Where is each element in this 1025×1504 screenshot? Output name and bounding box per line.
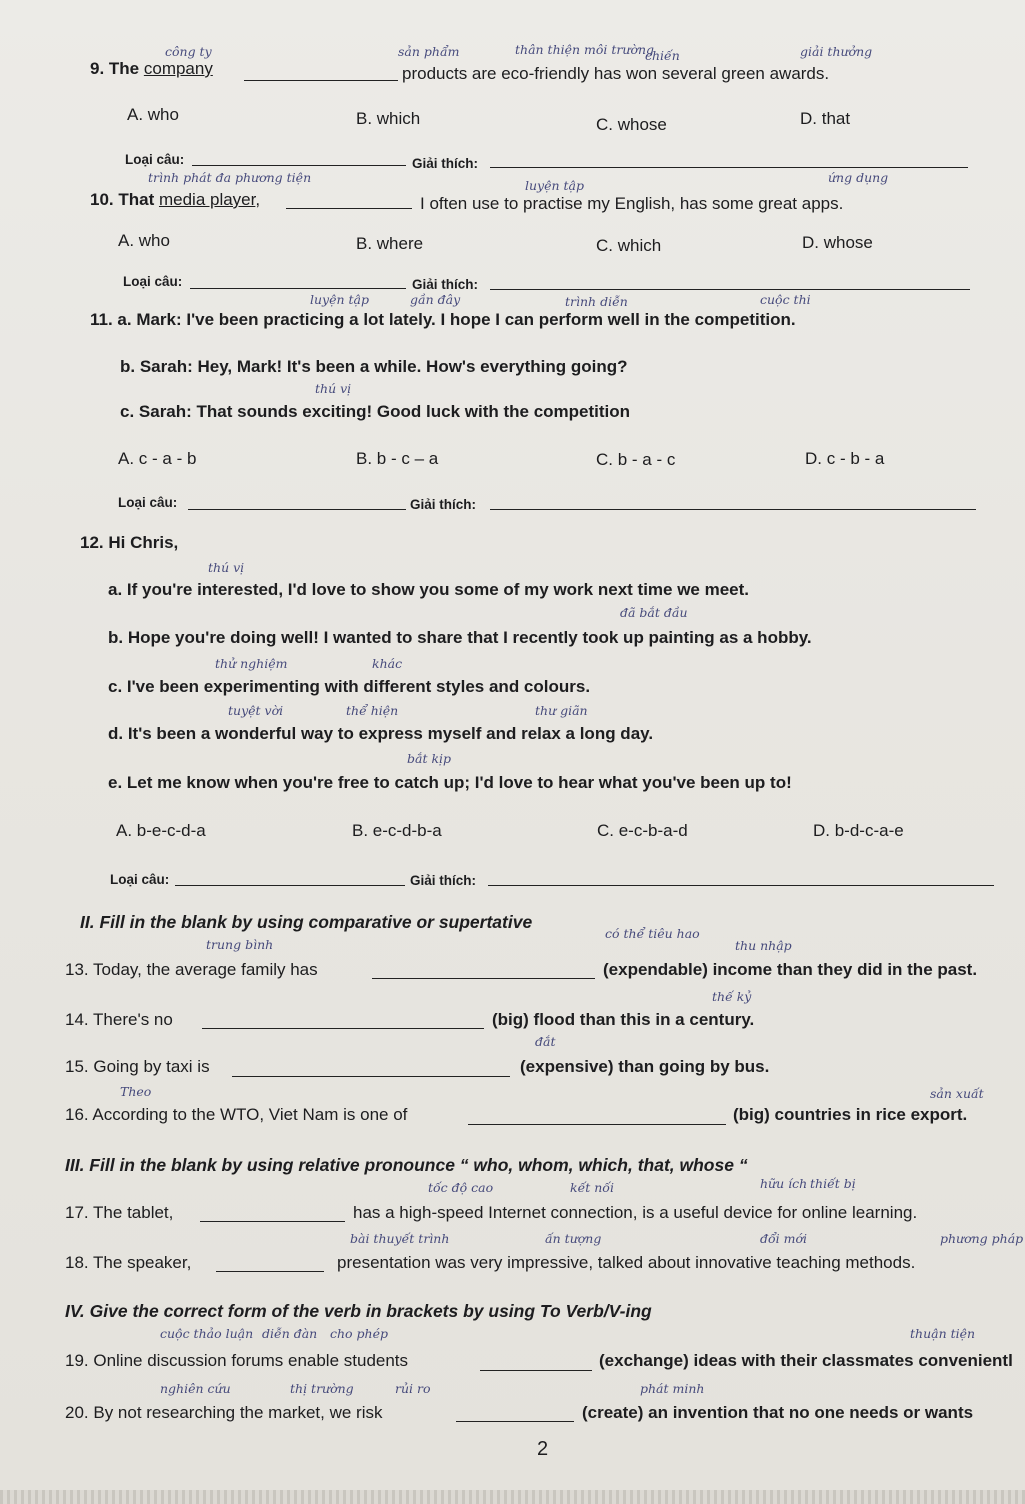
option-b[interactable]: B. where [356, 234, 424, 253]
q12-line-b: b. Hope you're doing well! I wanted to share that I recently took up painting as a hobby. [108, 628, 812, 647]
sentence-type-label: Loại câu: [118, 495, 178, 510]
explanation-blank[interactable] [490, 277, 970, 290]
handwritten-note: chiến [645, 48, 680, 63]
handwritten-note: khác [372, 656, 403, 671]
sentence-type-label: Loại câu: [110, 872, 170, 887]
option-d[interactable]: D. whose [802, 233, 873, 252]
handwritten-note: Theo [120, 1084, 152, 1099]
question-15: 15. Going by taxi is [65, 1057, 210, 1076]
explanation-label: Giải thích: [412, 277, 479, 292]
question-18: 18. The speaker, [65, 1253, 192, 1272]
handwritten-note: ứng dụng [828, 170, 889, 185]
option-b[interactable]: B. e-c-d-b-a [352, 821, 442, 840]
handwritten-note: bài thuyết trình [350, 1231, 450, 1246]
explanation-label: Giải thích: [412, 156, 479, 171]
handwritten-note: cuộc thảo luận [160, 1326, 254, 1341]
answer-blank[interactable] [244, 66, 398, 81]
handwritten-note: đắt [535, 1034, 556, 1049]
answer-blank[interactable] [456, 1407, 574, 1422]
handwritten-note: đã bắt đầu [620, 605, 688, 620]
handwritten-note: thuận tiện [910, 1326, 976, 1341]
handwritten-note: luyện tập [525, 178, 585, 193]
q12-line-e: e. Let me know when you're free to catch up; I'd love to hear what you've been up to! [108, 773, 792, 792]
question-9-stem: products are eco-friendly has won several green awards. [402, 64, 830, 83]
question-15-tail: (expensive) than going by bus. [520, 1057, 770, 1076]
q11-line-a: 11. a. Mark: I've been practicing a lot lately. I hope I can perform well in the competition. [90, 310, 796, 329]
section-2-title: II. Fill in the blank by using comparative or supertative [80, 912, 533, 932]
option-c[interactable]: C. e-c-b-a-d [597, 821, 688, 840]
q11-line-b: b. Sarah: Hey, Mark! It's been a while. How's everything going? [120, 357, 628, 376]
q12-line-a: a. If you're interested, I'd love to show you some of my work next time we meet. [108, 580, 750, 599]
handwritten-note: tuyệt vời [228, 703, 284, 718]
handwritten-note: có thể tiêu hao [605, 926, 700, 941]
page-number: 2 [537, 1438, 549, 1460]
q12-line-c: c. I've been experimenting with different styles and colours. [108, 677, 591, 696]
question-17: 17. The tablet, [65, 1203, 174, 1222]
handwritten-note: cho phép [330, 1326, 389, 1341]
option-a[interactable]: A. who [118, 231, 170, 250]
handwritten-note: sản phẩm [398, 44, 460, 59]
answer-blank[interactable] [202, 1014, 484, 1029]
sentence-type-label: Loại câu: [125, 152, 185, 167]
explanation-blank[interactable] [490, 155, 968, 168]
bottom-edge [0, 1490, 1025, 1504]
explanation-label: Giải thích: [410, 873, 477, 888]
handwritten-note: thế kỷ [712, 989, 752, 1004]
option-d[interactable]: D. c - b - a [805, 449, 885, 468]
question-13: 13. Today, the average family has [65, 960, 318, 979]
handwritten-note: gần đây [410, 292, 461, 307]
handwritten-note: thân thiện môi trường [515, 42, 655, 57]
question-14-tail: (big) flood than this in a century. [492, 1010, 755, 1029]
handwritten-note: cuộc thi [760, 292, 811, 307]
handwritten-note: thư giãn [535, 703, 588, 718]
question-13-tail: (expendable) income than they did in the past. [603, 960, 978, 979]
sentence-type-blank[interactable] [175, 873, 405, 886]
handwritten-note: phương pháp [940, 1231, 1024, 1246]
question-19: 19. Online discussion forums enable students [65, 1351, 409, 1370]
handwritten-note: thử nghiệm [215, 656, 288, 671]
handwritten-note: thú vị [315, 381, 352, 396]
question-20-tail: (create) an invention that no one needs or wants [582, 1403, 974, 1422]
option-a[interactable]: A. who [127, 105, 179, 124]
question-20: 20. By not researching the market, we risk [65, 1403, 383, 1422]
handwritten-note: rủi ro [395, 1381, 431, 1396]
answer-blank[interactable] [372, 964, 595, 979]
handwritten-note: ấn tượng [545, 1231, 602, 1246]
option-b[interactable]: B. b - c – a [356, 449, 439, 468]
explanation-blank[interactable] [488, 873, 994, 886]
option-d[interactable]: D. that [800, 109, 851, 128]
sentence-type-label: Loại câu: [123, 274, 183, 289]
option-d[interactable]: D. b-d-c-a-e [813, 821, 904, 840]
explanation-blank[interactable] [490, 497, 976, 510]
section-4-title: IV. Give the correct form of the verb in brackets by using To Verb/V-ing [65, 1301, 652, 1321]
question-16-tail: (big) countries in rice export. [733, 1105, 968, 1124]
handwritten-note: đổi mới [760, 1231, 807, 1246]
handwritten-note: diễn đàn [262, 1326, 318, 1341]
answer-blank[interactable] [286, 194, 412, 209]
question-19-tail: (exchange) ideas with their classmates convenientl [599, 1351, 1013, 1370]
handwritten-note: thị trường [290, 1381, 354, 1396]
question-16: 16. According to the WTO, Viet Nam is one of [65, 1105, 408, 1124]
option-c[interactable]: C. whose [596, 115, 667, 134]
explanation-label: Giải thích: [410, 497, 477, 512]
handwritten-note: sản xuất [930, 1086, 984, 1101]
question-18-tail: presentation was very impressive, talked about innovative teaching methods. [337, 1253, 916, 1272]
question-10: 10. That media player, [90, 190, 261, 209]
handwritten-note: hữu ích [760, 1176, 808, 1191]
q12-greeting: 12. Hi Chris, [80, 533, 179, 552]
handwritten-note: phát minh [640, 1381, 705, 1396]
question-10-stem: I often use to practise my English, has some great apps. [420, 194, 844, 213]
option-b[interactable]: B. which [356, 109, 421, 128]
handwritten-note: thú vị [208, 560, 245, 575]
handwritten-note: giải thưởng [800, 44, 873, 59]
section-3-title: III. Fill in the blank by using relative pronounce “ who, whom, which, that, whose “ [65, 1155, 748, 1175]
handwritten-note: nghiên cứu [160, 1381, 231, 1396]
option-a[interactable]: A. b-e-c-d-a [116, 821, 206, 840]
handwritten-note: luyện tập [310, 292, 370, 307]
handwritten-note: công ty [165, 44, 212, 59]
sentence-type-blank[interactable] [192, 153, 406, 166]
q11-line-c: c. Sarah: That sounds exciting! Good luck with the competition [120, 402, 631, 421]
option-a[interactable]: A. c - a - b [118, 449, 197, 468]
question-9: 9. The company [90, 59, 213, 78]
question-17-tail: has a high-speed Internet connection, is a useful device for online learning. [353, 1203, 918, 1222]
answer-blank[interactable] [468, 1110, 726, 1125]
handwritten-note: trình diễn [565, 294, 628, 309]
sentence-type-blank[interactable] [190, 276, 406, 289]
handwritten-note: thu nhập [735, 938, 792, 953]
q12-line-d: d. It's been a wonderful way to express myself and relax a long day. [108, 724, 654, 743]
option-c[interactable]: C. b - a - c [596, 450, 676, 469]
handwritten-note: kết nối [570, 1180, 614, 1195]
option-c[interactable]: C. which [596, 236, 662, 255]
handwritten-note: trung bình [206, 937, 274, 952]
handwritten-note: thể hiện [346, 703, 399, 718]
answer-blank[interactable] [480, 1356, 592, 1371]
handwritten-note: bắt kịp [407, 751, 452, 766]
answer-blank[interactable] [216, 1257, 324, 1272]
answer-blank[interactable] [232, 1062, 510, 1077]
sentence-type-blank[interactable] [188, 497, 406, 510]
answer-blank[interactable] [200, 1207, 345, 1222]
handwritten-note: tốc độ cao [428, 1180, 494, 1195]
handwritten-note: thiết bị [810, 1176, 856, 1191]
question-14: 14. There's no [65, 1010, 173, 1029]
handwritten-note: trình phát đa phương tiện [148, 170, 312, 185]
